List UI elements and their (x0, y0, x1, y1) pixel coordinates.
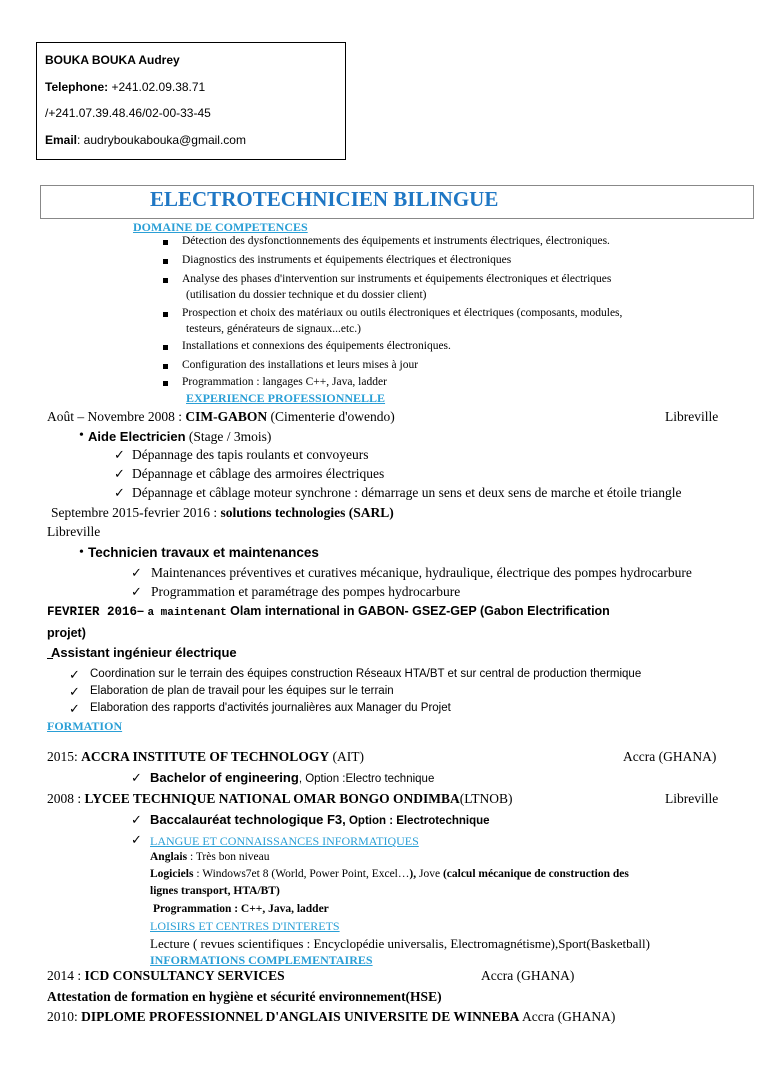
job1-header: Août – Novembre 2008 : CIM-GABON (Cimenterie d'owendo) (47, 409, 395, 424)
check-icon: ✓ (114, 485, 125, 500)
job3-task: Coordination sur le terrain des équipes construction Réseaux HTA/BT et sur central de production thermique (90, 668, 642, 680)
loisirs-heading: LOISIRS ET CENTRES D'INTERETS (150, 919, 340, 933)
check-icon: ✓ (114, 447, 125, 462)
formation-lycee-city: Libreville (665, 791, 719, 806)
competence-item: Détection des dysfonctionnements des équipements et instruments électriques, électroniques. (182, 235, 610, 247)
check-icon: ✓ (131, 770, 142, 785)
job2-city: Libreville (47, 524, 101, 539)
check-icon: ✓ (131, 584, 142, 599)
bullet-square-icon (163, 345, 168, 350)
job1-task: Dépannage des tapis roulants et convoyeurs (132, 447, 369, 462)
formation-ait-city: Accra (GHANA) (623, 749, 717, 764)
job2-role: Technicien travaux et maintenances (88, 545, 319, 560)
contact-phone: Telephone: +241.02.09.38.71 (45, 80, 206, 94)
check-icon: ✓ (114, 466, 125, 481)
job2-task: Programmation et paramétrage des pompes hydrocarbure (151, 584, 461, 599)
competence-item: Programmation : langages C++, Java, ladder (182, 376, 387, 388)
loisirs-text: Lecture ( revues scientifiques : Encyclopédie universalis, Electromagnétisme),Sport(Basketball) (150, 936, 650, 951)
langues-anglais: Anglais : Très bon niveau (150, 851, 270, 863)
job2-task: Maintenances préventives et curatives mécanique, hydraulique, électrique des pompes hydrocarbure (151, 565, 692, 580)
bullet-square-icon (163, 364, 168, 369)
competence-item-continued: testeurs, générateurs de signaux...etc.) (186, 323, 361, 335)
infos-diplome: 2010: DIPLOME PROFESSIONNEL D'ANGLAIS UNIVERSITE DE WINNEBA Accra (GHANA) (47, 1009, 616, 1024)
contact-name: BOUKA BOUKA Audrey (45, 53, 180, 67)
job3-role: Assistant ingénieur électrique (51, 645, 237, 660)
job1-role: Aide Electricien (Stage / 3mois) (88, 429, 272, 444)
bullet-icon: • (79, 428, 84, 443)
formation-lycee: 2008 : LYCEE TECHNIQUE NATIONAL OMAR BONGO ONDIMBA(LTNOB) (47, 791, 513, 806)
check-icon: ✓ (131, 832, 142, 847)
bullet-square-icon (163, 259, 168, 264)
job1-task: Dépannage et câblage des armoires électriques (132, 466, 385, 481)
contact-email: Email: audryboukabouka@gmail.com (45, 133, 246, 147)
formation-bac: Baccalauréat technologique F3, Option : Electrotechnique (150, 812, 490, 827)
langues-programmation: Programmation : C++, Java, ladder (153, 903, 329, 915)
job3-header: FEVRIER 2016– a maintenant Olam international in GABON- GSEZ-GEP (Gabon Electrification (47, 604, 610, 619)
check-icon: ✓ (69, 701, 80, 716)
page-title: ELECTROTECHNICIEN BILINGUE (150, 187, 499, 211)
job3-header-continued: projet) (47, 626, 86, 640)
job1-city: Libreville (665, 409, 719, 424)
job3-task: Elaboration des rapports d'activités journalières aux Manager du Projet (90, 702, 451, 714)
check-icon: ✓ (131, 565, 142, 580)
bullet-icon: • (79, 545, 84, 560)
langues-logiciels: Logiciels : Windows7et 8 (World, Power Point, Excel…), Jove (calcul mécanique de construction des (150, 868, 629, 880)
job2-header: Septembre 2015-fevrier 2016 : solutions technologies (SARL) (51, 505, 394, 520)
competence-item: Analyse des phases d'intervention sur instruments et équipements électroniques et électriques (182, 273, 612, 285)
formation-ait-degree: Bachelor of engineering, Option :Electro technique (150, 770, 435, 785)
formation-heading: FORMATION (47, 719, 123, 733)
infos-hse: Attestation de formation en hygiène et sécurité environnement(HSE) (47, 989, 442, 1004)
bullet-square-icon (163, 312, 168, 317)
competence-item: Diagnostics des instruments et équipements électriques et électroniques (182, 254, 512, 266)
langues-heading: LANGUE ET CONNAISSANCES INFORMATIQUES (150, 834, 419, 848)
bullet-square-icon (163, 381, 168, 386)
check-icon: ✓ (69, 684, 80, 699)
experience-heading: EXPERIENCE PROFESSIONNELLE (186, 391, 386, 405)
competence-item: Configuration des installations et leurs mises à jour (182, 359, 419, 371)
langues-logiciels-continued: lignes transport, HTA/BT) (150, 885, 280, 897)
check-icon: ✓ (131, 812, 142, 827)
competence-item-continued: (utilisation du dossier technique et du dossier client) (186, 289, 427, 301)
bullet-square-icon (163, 278, 168, 283)
competences-heading: DOMAINE DE COMPETENCES (133, 220, 308, 234)
check-icon: ✓ (69, 667, 80, 682)
formation-ait: 2015: ACCRA INSTITUTE OF TECHNOLOGY (AIT) (47, 749, 364, 764)
job3-task: Elaboration de plan de travail pour les équipes sur le terrain (90, 685, 394, 697)
contact-phone-2: /+241.07.39.48.46/02-00-33-45 (45, 106, 211, 120)
infos-icd-city: Accra (GHANA) (481, 968, 575, 983)
competence-item: Prospection et choix des matériaux ou outils électroniques et électriques (composants, modules, (182, 307, 623, 319)
job1-task: Dépannage et câblage moteur synchrone : démarrage un sens et deux sens de marche et étoile triangle (132, 485, 682, 500)
infos-icd: 2014 : ICD CONSULTANCY SERVICES (47, 968, 285, 983)
bullet-square-icon (163, 240, 168, 245)
competence-item: Installations et connexions des équipements électroniques. (182, 340, 451, 352)
infos-heading: INFORMATIONS COMPLEMENTAIRES (150, 953, 373, 967)
